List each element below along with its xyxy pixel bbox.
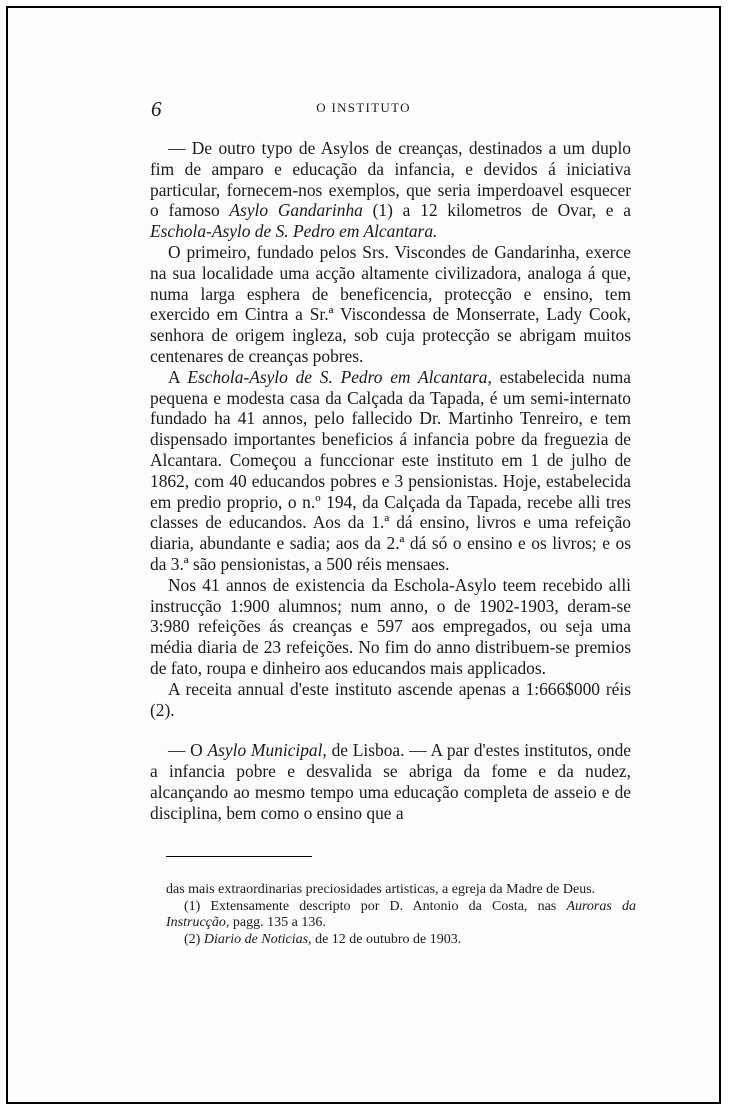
italic-text: Eschola-Asylo de S. Pedro em Alcantara, (187, 366, 492, 387)
paragraph (150, 138, 631, 242)
italic-text: Auroras da Instrucção, (166, 898, 636, 930)
footnotes (166, 882, 636, 948)
book-page (6, 6, 721, 1104)
text-segment: de 12 de outubro de 1903. (311, 931, 462, 947)
text-segment: — O (168, 740, 208, 761)
footnote (166, 899, 636, 932)
text-segment: das mais extraordinarias preciosidades artisticas, a egreja da Madre de Deus. (166, 882, 596, 897)
text-segment: A receita annual d'este instituto ascende apenas a 1:666$000 réis (2). (150, 678, 631, 720)
paragraph (150, 367, 631, 575)
italic-text: Diario de Noticias, (203, 931, 312, 947)
page-header (8, 97, 719, 121)
footnote-rule (166, 856, 312, 857)
footnote (166, 882, 636, 899)
text-segment: pagg. 135 a 136. (229, 915, 326, 930)
text-segment: Nos 41 annos de existencia da Eschola-Asylo teem recebido alli instrucção 1:900 alumnos; num anno, o de 1902-1903, deram-se 3:980 refeições ás creanças e 597 aos empregados, ou seja uma média diaria de 23 refeições. No fim do anno distribuem-se premios de fato, roupa e dinheiro aos educandos mais applicados. (150, 574, 631, 678)
italic-text: Asylo Gandarinha (229, 200, 363, 221)
text-segment: O primeiro, fundado pelos Srs. Viscondes de Gandarinha, exerce na sua localidade uma acção altamente civilizadora, analoga á que, numa larga esphera de beneficencia, protecção e ensino, tem exercido em Cintra a Sr.ª Viscondessa de Monserrate, Lady Cook, senhora de origem ingleza, sob cuja protecção se abrigam muitos centenares de creanças pobres. (150, 241, 631, 366)
text-segment: estabelecida numa pequena e modesta casa da Calçada da Tapada, é um semi-internato fundado ha 41 annos, pelo fallecido Dr. Martinho Tenreiro, e tem dispensado importantes beneficios á infancia pobre da freguezia de Alcantara. Começou a funccionar este instituto em 1 de julho de 1862, com 40 educandos pobres e 3 pensionistas. Hoje, estabelecida em predio proprio, o n.º 194, da Calçada da Tapada, recebe alli tres classes de educandos. Aos da 1.ª dá ensino, livros e uma refeição diaria, abundante e sadia; aos da 2.ª dá só o ensino e os livros; e os da 3.ª são pensionistas, a 500 réis mensaes. (150, 366, 631, 574)
text-segment: A (168, 366, 188, 387)
paragraph (150, 740, 631, 823)
text-segment: — De outro typo de Asylos de creanças, destinados a um duplo fim de amparo e educação da infancia, e devidos á iniciativa particular, fornecem-nos exemplos, que seria imperdoavel esquecer o famoso (150, 138, 631, 221)
text-segment: de Lisboa. — A par d'estes institutos, onde a infancia pobre e desvalida se abriga da fome e da nudez, alcançando ao mesmo tempo uma educação completa de asseio e de disciplina, bem como o ensino que a (150, 740, 631, 823)
text-segment: (2) (184, 931, 204, 947)
text-segment: (1) Extensamente descripto por D. Antonio da Costa, nas (184, 898, 567, 914)
paragraph (150, 575, 631, 679)
page-number: 6 (151, 97, 162, 121)
paragraph (150, 679, 631, 721)
italic-text: Eschola-Asylo de S. Pedro em Alcantara. (150, 221, 438, 242)
italic-text: Asylo Municipal, (207, 740, 327, 761)
text-segment: (1) a 12 kilometros de Ovar, e a (362, 200, 631, 221)
body-text (150, 138, 631, 824)
footnote (166, 932, 636, 949)
paragraph (150, 242, 631, 367)
running-title: O INSTITUTO (316, 100, 411, 115)
